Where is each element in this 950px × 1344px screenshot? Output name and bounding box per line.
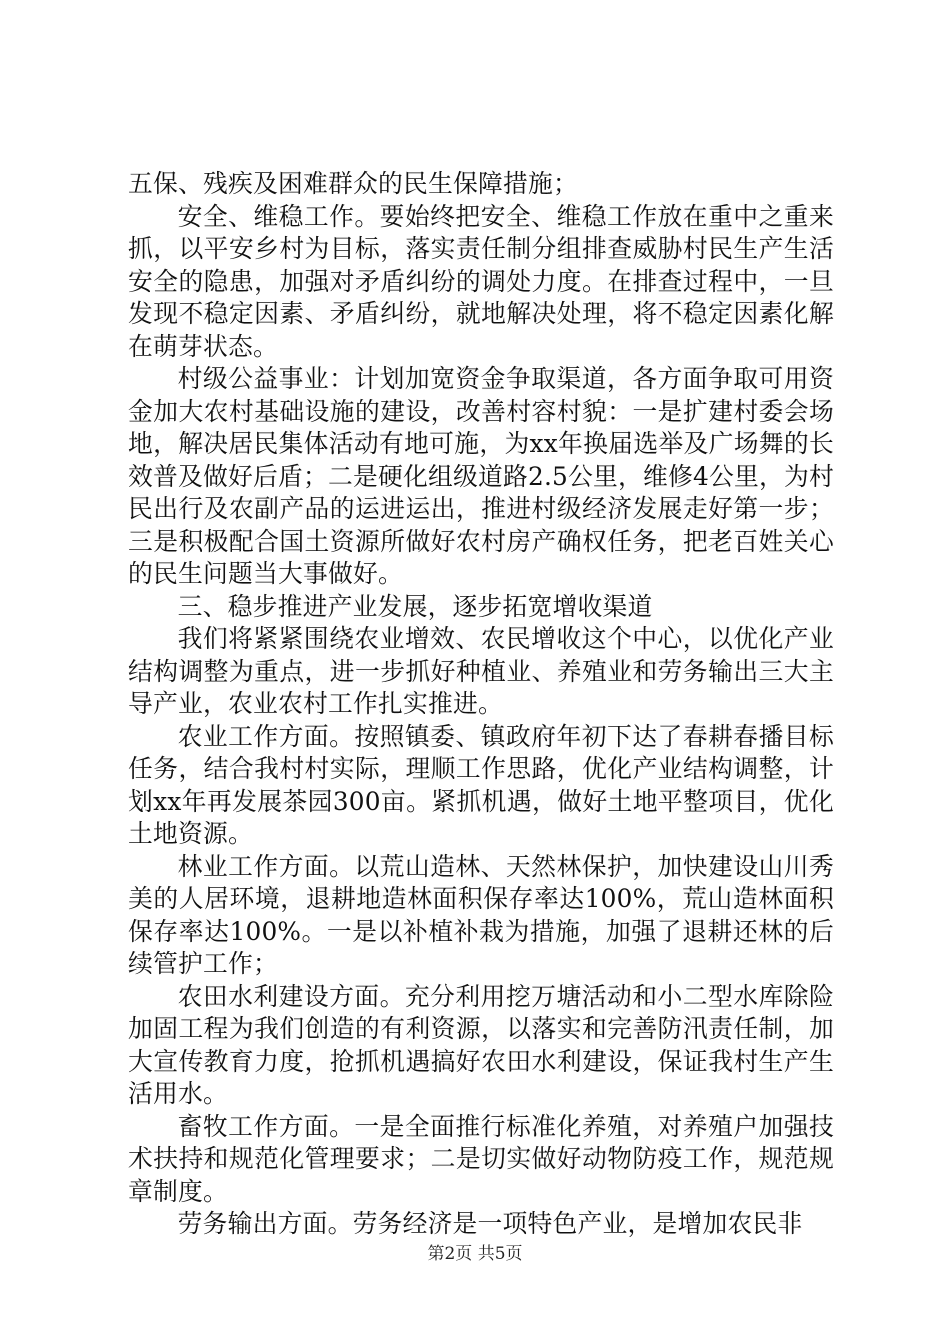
document-body	[128, 168, 834, 1241]
section-heading-industry: 三、稳步推进产业发展，逐步拓宽增收渠道	[177, 591, 653, 621]
paragraph-livestock: 畜牧工作方面。一是全面推行标准化养殖，对养殖户加强技术扶持和规范化管理要求；二是切实做好动物防疫工作，规范规章制度。	[128, 1111, 834, 1206]
paragraph-safety-stability: 安全、维稳工作。要始终把安全、维稳工作放在重中之重来抓，以平安乡村为目标，落实责任制分组排查威胁村民生产生活安全的隐患，加强对矛盾纠纷的调处力度。在排查过程中，一旦发现不稳定因素、矛盾纠纷，就地解决处理，将不稳定因素化解在萌芽状态。	[128, 201, 834, 361]
paragraph-agriculture: 农业工作方面。按照镇委、镇政府年初下达了春耕春播目标任务，结合我村村实际，理顺工作思路，优化产业结构调整，计划xx年再发展茶园300亩。紧抓机遇，做好土地平整项目，优化土地资源。	[128, 721, 834, 848]
paragraph-forestry: 林业工作方面。以荒山造林、天然林保护，加快建设山川秀美的人居环境，退耕地造林面积保存率达100%，荒山造林面积保存率达100%。一是以补植补栽为措施，加强了退耕还林的后续管护工作；	[128, 851, 834, 978]
paragraph-industry-intro: 我们将紧紧围绕农业增效、农民增收这个中心，以优化产业结构调整为重点，进一步抓好种植业、养殖业和劳务输出三大主导产业，农业农村工作扎实推进。	[128, 624, 834, 718]
paragraph-water-conservancy: 农田水利建设方面。充分利用挖万塘活动和小二型水库除险加固工程为我们创造的有利资源，以落实和完善防汛责任制，加大宣传教育力度，抢抓机遇搞好农田水利建设，保证我村生产生活用水。	[128, 981, 834, 1108]
paragraph-continuation: 五保、残疾及困难群众的民生保障措施；	[128, 169, 578, 198]
paragraph-public-welfare: 村级公益事业：计划加宽资金争取渠道，各方面争取可用资金加大农村基础设施的建设，改善村容村貌：一是扩建村委会场地，解决居民集体活动有地可施，为xx年换届选举及广场舞的长效普及做好后盾；二是硬化组级道路2.5公里，维修4公里，为村民出行及农副产品的运进运出，推进村级经济发展走好第一步；三是积极配合国土资源所做好农村房产确权任务，把老百姓关心的民生问题当大事做好。	[128, 364, 834, 588]
page-number-footer: 第2页 共5页	[427, 1244, 523, 1264]
paragraph-labor-export: 劳务输出方面。劳务经济是一项特色产业，是增加农民非	[177, 1209, 803, 1238]
